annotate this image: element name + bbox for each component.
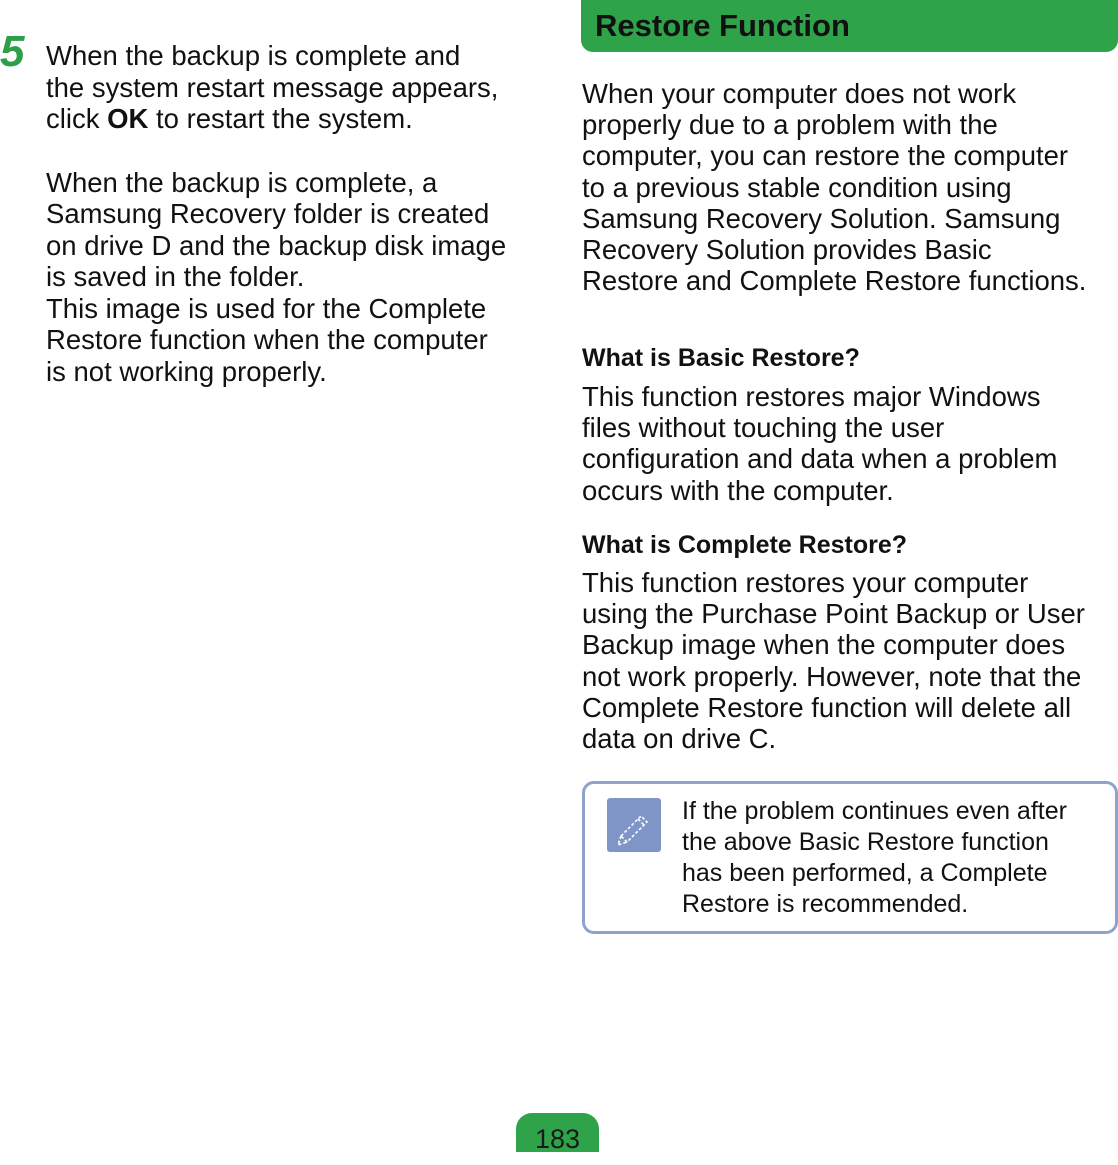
page-number: 183 [534, 1124, 581, 1154]
step-p2-line5: This image is used for the Complete [46, 292, 487, 324]
complete-restore-line: using the Purchase Point Backup or User [582, 598, 1085, 630]
basic-restore-body [582, 381, 1118, 506]
intro-line: Restore and Complete Restore functions. [582, 265, 1087, 297]
intro-line: Samsung Recovery Solution. Samsung [582, 202, 1061, 234]
complete-restore-line: This function restores your computer [582, 567, 1029, 598]
step-p2-line2: Samsung Recovery folder is created [46, 198, 490, 229]
intro-line: When your computer does not work [582, 78, 1017, 109]
note-line: has been performed, a Complete [682, 859, 1048, 887]
intro-line: Recovery Solution provides Basic [582, 234, 992, 266]
basic-restore-line: files without touching the user [582, 412, 945, 444]
step-p1-line3-suffix: to restart the system. [148, 103, 413, 134]
basic-restore-line: This function restores major Windows [582, 381, 1041, 412]
step-p2-line3: on drive D and the backup disk image [46, 229, 507, 261]
step-p2-line1: When the backup is complete, a [46, 166, 438, 198]
basic-restore-line: occurs with the computer. [582, 474, 894, 506]
complete-restore-line: not work properly. However, note that the [582, 660, 1082, 692]
step-p2-line4: is saved in the folder. [46, 261, 305, 292]
step-p2-line6: Restore function when the computer [46, 324, 488, 355]
step-p2-line7: is not working properly. [46, 355, 327, 387]
section-title: Restore Function [595, 8, 850, 43]
basic-restore-heading: What is Basic Restore? [582, 344, 860, 372]
step-paragraph-2 [46, 167, 546, 388]
page-number-tab [516, 1113, 599, 1152]
intro-line: computer, you can restore the computer [582, 140, 1069, 172]
step-text [46, 40, 546, 387]
step-p1-line2: the system restart message appears, [46, 71, 499, 103]
intro-line: to a previous stable condition using [582, 171, 1012, 203]
pencil-note-icon [607, 798, 661, 852]
ok-keyword: OK [107, 103, 149, 134]
note-line: Restore is recommended. [682, 890, 969, 918]
intro-paragraph [582, 78, 1118, 296]
note-box [582, 781, 1118, 934]
note-text [682, 796, 1112, 920]
step-p1-line1: When the backup is complete and [46, 40, 461, 71]
basic-restore-line: configuration and data when a problem [582, 443, 1058, 475]
intro-line: properly due to a problem with the [582, 109, 998, 141]
step-number: 5 [0, 27, 25, 76]
step-paragraph-1 [46, 40, 546, 135]
note-line: If the problem continues even after [682, 797, 1067, 825]
note-line: the above Basic Restore function [682, 828, 1049, 856]
step-p1-line3-prefix: click [46, 103, 108, 134]
complete-restore-line: Backup image when the computer does [582, 629, 1066, 661]
section-header [581, 0, 1118, 52]
complete-restore-line: data on drive C. [582, 723, 777, 755]
complete-restore-line: Complete Restore function will delete all [582, 691, 1072, 723]
complete-restore-body [582, 567, 1118, 754]
complete-restore-heading: What is Complete Restore? [582, 531, 908, 559]
